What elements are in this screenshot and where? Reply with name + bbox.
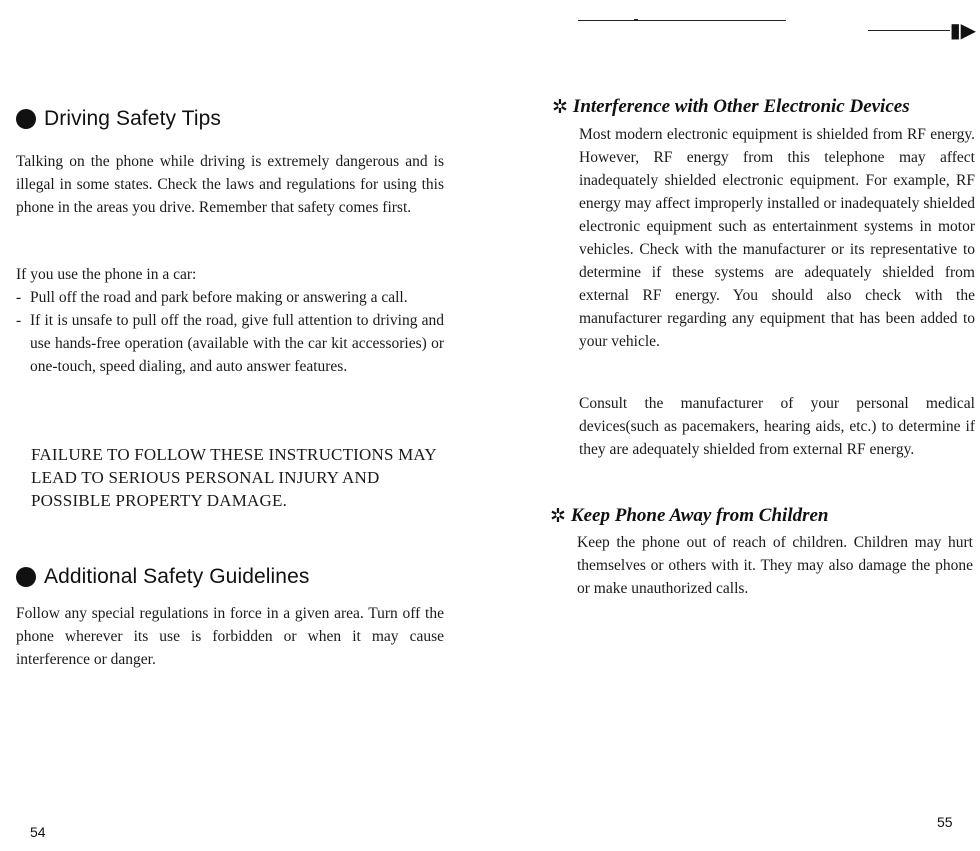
page-tab-icon: ▮▶: [949, 18, 976, 42]
driving-safety-paragraph: Talking on the phone while driving is extremely dangerous and is illegal in some states. Check the laws and regulations for using this phone in the areas you drive. Remember that safety comes first.: [16, 153, 444, 216]
warning-text: FAILURE TO FOLLOW THESE INSTRUCTIONS MAY LEAD TO SERIOUS PERSONAL INJURY AND POSSIBLE PROPERTY DAMAGE.: [31, 445, 437, 510]
page-number-right: 55: [937, 814, 953, 830]
sub-title: Keep Phone Away from Children: [570, 505, 829, 526]
star-icon: ✲: [552, 96, 568, 118]
star-icon: ✲: [550, 505, 566, 527]
list-item: - Pull off the road and park before making or answering a call.: [16, 286, 444, 309]
list-item: - If it is unsafe to pull off the road, give full attention to driving and use hands-free operation (available with the car kit accessories) or one-touch, speed dialing, and auto answer features.: [16, 309, 444, 378]
bullet-icon: [16, 109, 36, 129]
top-rule-dot: [634, 19, 638, 21]
section-title: Driving Safety Tips: [44, 107, 221, 130]
children-paragraph: Keep the phone out of reach of children. Children may hurt themselves or others with it. They may also damage the phone or make unauthorized calls.: [577, 534, 973, 597]
bullet-icon: [16, 567, 36, 587]
section-title: Additional Safety Guidelines: [44, 565, 310, 588]
sub-title: Interference with Other Electronic Devices: [572, 96, 910, 117]
car-tips-list: [16, 286, 444, 378]
page-number-left: 54: [30, 824, 46, 840]
additional-guidelines-paragraph: Follow any special regulations in force in a given area. Turn off the phone wherever its use is forbidden or when it may cause interference or danger.: [16, 605, 444, 668]
right-page: [490, 0, 980, 851]
interference-heading: [552, 96, 910, 118]
top-rule-short: [868, 30, 950, 31]
list-intro: If you use the phone in a car:: [16, 266, 197, 283]
driving-safety-heading: [16, 107, 221, 131]
interference-paragraph-2: Consult the manufacturer of your personal medical devices(such as pacemakers, hearing aids, etc.) to determine if they are adequately shielded from external RF energy.: [579, 395, 975, 458]
interference-paragraph-1: Most modern electronic equipment is shielded from RF energy. However, RF energy from this telephone may affect inadequately shielded electronic equipment. For example, RF energy may affect improperly installed or inadequately shielded electronic equipment such as entertainment systems in motor vehicles. Check with the manufacturer or its representative to determine if these systems are adequately shielded from external RF energy. You should also check with the manufacturer regarding any equipment that has been added to your vehicle.: [579, 126, 975, 350]
top-rule: [578, 20, 786, 21]
additional-guidelines-heading: [16, 565, 309, 589]
children-heading: [550, 505, 829, 527]
